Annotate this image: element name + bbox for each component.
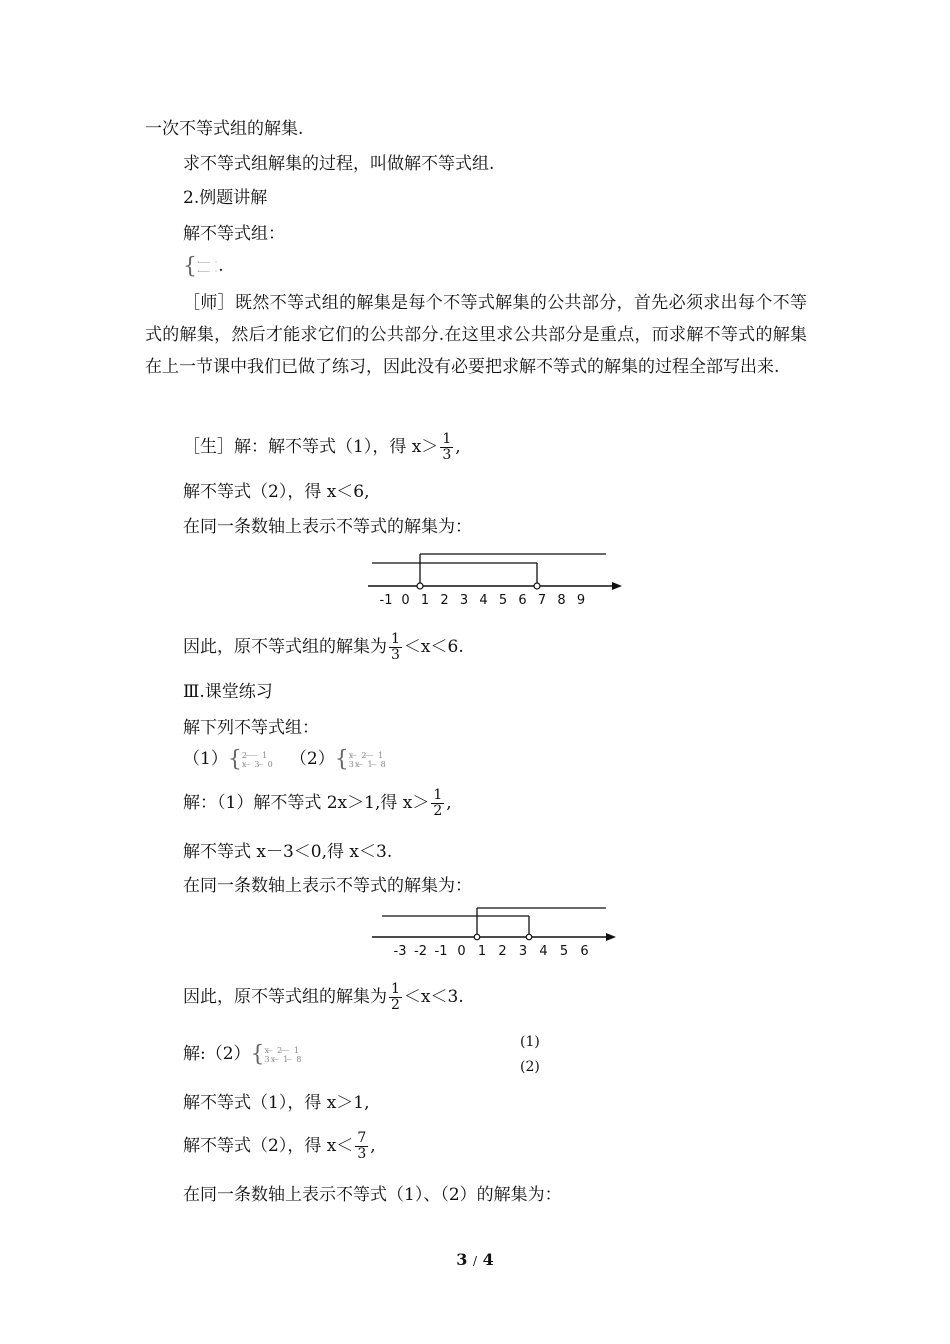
solution-line [183,1042,303,1066]
fraction: $\frac{1}{3}$ [391,631,400,663]
text: 因此，原不等式组的解集为 [183,637,387,657]
section-heading: Ⅲ.课堂练习 [183,682,273,702]
tick-label: -2 [414,944,427,959]
equation-tag-1: (1) [520,1034,540,1050]
tick-label: 7 [537,593,547,608]
tick-label: 3 [459,593,469,608]
blurred-equation-icon: x ̶ 2 ̶ ̶ 1 3x ̶ 1 ̶ 8 [264,1045,303,1064]
text-line: 解不等式（2），得 x＜6, [183,482,370,502]
tick-label: -1 [434,944,448,959]
page-current: 3 [456,1250,468,1269]
text-line: 解不等式 x－3＜0,得 x＜3. [183,842,393,862]
tick-label: 1 [420,593,430,608]
text-line: 在同一条数轴上表示不等式的解集为： [183,517,472,537]
text: , [455,437,461,457]
student-line [183,432,461,463]
text: , [446,793,452,813]
tick-label: 0 [401,593,410,608]
text: ＜x＜6. [403,637,464,657]
text: 解：（1）解不等式 2x＞1,得 x＞ [183,793,430,813]
fraction: $\frac{1}{3}$ [442,431,452,463]
tick-label: -1 [379,593,393,608]
tick-label: 5 [559,944,569,959]
blurred-equation-icon: 2 ̶ ̶ ̶ 1 x ̶ 3 ̶ 0 [241,750,274,769]
page-number [0,1250,950,1269]
blurred-equation-icon: x ̶ 2 ̶ ̶ 1 3x ̶ 1 ̶ 8 [348,750,387,769]
tick-label: 3 [518,944,528,959]
text: 因此，原不等式组的解集为 [183,987,387,1007]
text-line: 一次不等式组的解集. [145,119,304,139]
tick-label: 0 [457,944,466,959]
brace-icon: { [227,746,242,772]
solution-line [183,1131,376,1162]
number-line-2 [370,904,622,960]
teacher-paragraph: ［师］既然不等式组的解集是每个不等式解集的公共部分，首先必须求出每个不等式的解集，然后才能求它们的公共部分.在这里求公共部分是重点，而求解不等式的解集在上一节课中我们已做了练习，因此没有必要把求解不等式的解集的过程全部写出来. [145,293,807,377]
text: ＜x＜3. [403,987,464,1007]
tick-label: 1 [477,944,487,959]
text-line: 解下列不等式组： [183,718,319,738]
text-line: 求不等式组解集的过程，叫做解不等式组. [183,154,495,174]
tick-label: 2 [498,944,507,959]
tick-label: 5 [498,593,508,608]
number-line-1 [366,546,624,610]
text: （2） [289,749,335,769]
tick-label: 4 [539,944,548,959]
text-line: 解不等式（1），得 x＞1, [183,1093,370,1113]
tick-label: -3 [393,944,407,959]
text-line: 在同一条数轴上表示不等式（1）、（2）的解集为： [183,1185,562,1205]
tick-label: 2 [440,593,449,608]
text: , [370,1136,376,1156]
tick-label: 9 [576,593,586,608]
text-line: 解不等式组： [183,224,285,244]
conclusion-line [183,982,464,1013]
tick-label: 8 [557,593,566,608]
tick-label: 6 [580,944,589,959]
tick-label: 6 [518,593,527,608]
brace-icon: { [183,253,197,279]
conclusion-line [183,632,464,663]
text-line: 在同一条数轴上表示不等式的解集为： [183,876,472,896]
fraction: $\frac{7}{3}$ [357,1130,367,1162]
blurred-equation-icon: · ̶ ̶ ̶ · · ̶ ̶ ̶ · [197,257,219,276]
inequality-system-image [183,254,224,278]
fraction: $\frac{1}{2}$ [391,981,400,1013]
period: . [218,256,224,276]
page-separator: / [472,1254,478,1268]
tick-label: 4 [479,593,488,608]
text: ［生］解：解不等式（1），得 x＞ [183,437,439,457]
exercise-line [183,747,387,771]
brace-icon: { [250,1041,265,1067]
brace-icon: { [334,746,349,772]
text: 解不等式（2），得 x＜ [183,1136,354,1156]
equation-tag-2: (2) [520,1059,540,1075]
section-heading: 2.例题讲解 [183,188,268,208]
fraction: $\frac{1}{2}$ [433,787,443,819]
page-total: 4 [482,1250,494,1269]
solution-line [183,788,452,819]
text: （1） [183,749,228,769]
text: 解:（2） [183,1044,251,1064]
